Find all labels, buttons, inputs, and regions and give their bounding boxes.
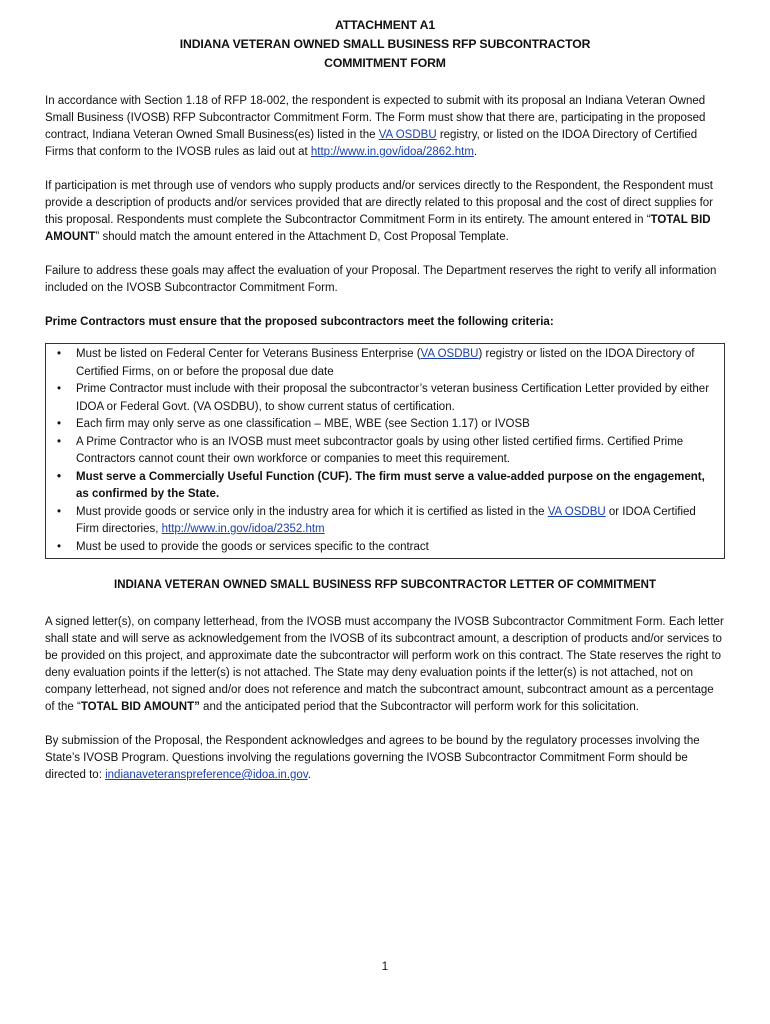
criteria-item-listed	[50, 346, 718, 381]
bullet-icon: •	[56, 470, 62, 483]
letter-of-commitment-heading: INDIANA VETERAN OWNED SMALL BUSINESS RFP SUBCONTRACTOR LETTER OF COMMITMENT	[114, 579, 656, 591]
criteria-item-cuf	[50, 469, 718, 504]
document-title	[45, 16, 725, 73]
criteria-item-text: Prime Contractor must include with their proposal the subcontractor’s veteran business Certification Letter provided by either IDOA or Federal Govt. (VA OSDBU), to show current status of certification.	[76, 383, 710, 413]
total-bid-amount-term: TOTAL BID AMOUNT	[45, 214, 711, 243]
intro-text-middle: registry, or listed on the IDOA Directory of Certified Firms that conform to the IVOSB rules as laid out at	[45, 129, 698, 158]
bullet-icon: •	[56, 435, 62, 448]
criteria-heading: Prime Contractors must ensure that the proposed subcontractors meet the following criteria:	[45, 316, 554, 328]
failure-paragraph: Failure to address these goals may affect the evaluation of your Proposal. The Department reserves the right to verify all information included on the IVOSB Subcontractor Commitment Form.	[45, 265, 717, 294]
bullet-icon: •	[56, 540, 62, 553]
criteria-item-goods-services	[50, 539, 718, 557]
criteria-box	[45, 343, 725, 559]
criteria-item-certification-letter	[50, 381, 718, 416]
ivosb-rules-link[interactable]: http://www.in.gov/idoa/2862.htm	[310, 146, 474, 158]
bullet-icon: •	[56, 418, 62, 430]
criteria-item-classification	[50, 416, 718, 434]
intro-text: In accordance with Section 1.18 of RFP 18-002, the respondent is expected to submit with its proposal an Indiana Veteran Owned Small Business (IVOSB) RFP Subcontractor Commitment Form. The Form must show that there are, participating in the proposed contract, Indiana Veteran Owned Small Business(es) listed in the	[45, 95, 706, 141]
criteria-list	[50, 346, 718, 556]
criteria-item-industry-area	[50, 504, 718, 539]
criteria-item-text: Must serve a Commercially Useful Function (CUF). The firm must serve a value-added purpose on the engagement, as confirmed by the State.	[76, 470, 705, 500]
criteria-item-prime-contractor	[50, 434, 718, 469]
va-osdbu-link[interactable]: VA OSDBU	[420, 348, 479, 360]
participation-paragraph	[45, 178, 725, 246]
criteria-item-text: ) registry or listed on the IDOA Directory of Certified Firms, on or before the proposal due date	[76, 348, 695, 378]
letter-text: A signed letter(s), on company letterhead, from the IVOSB must accompany the IVOSB Subcontractor Commitment Form. Each letter shall state and will serve as acknowledgement from the IVOSB of its subcontract amount, a description of products and/or services to be provided on this project, and approximate date the subcontractor will perform work on this contract. The State reserves the right to deny evaluation points if the letter(s) is not attached. The State may deny evaluation points if the letter(s) is not attached, not on company letterhead, not signed and/or does not reference and match the subcontract amount, subcontract amount as a percentage of the “	[45, 616, 724, 713]
criteria-item-text: A Prime Contractor who is an IVOSB must meet subcontractor goals by using other listed certified firms. Certified Prime Contractors cannot count their own workforce or companies to meet this requirement.	[76, 435, 684, 465]
bullet-icon: •	[56, 383, 62, 395]
letter-paragraph	[45, 614, 725, 716]
title-line-1: ATTACHMENT A1	[334, 18, 436, 32]
intro-text-end: .	[473, 146, 478, 158]
participation-text: If participation is met through use of vendors who supply products and/or services directly to the Respondent, the Respondent must provide a description of products and/or services provided that are directly related to this proposal and the cost of direct supplies for this proposal. Respondents must complete the Subcontractor Commitment Form in its entirety. The amount entered in “	[45, 180, 714, 226]
page-number: 1	[381, 961, 389, 973]
title-line-3: COMMITMENT FORM	[324, 56, 446, 70]
criteria-item-text: Must be listed on Federal Center for Veterans Business Enterprise (	[76, 348, 421, 360]
bullet-icon: •	[56, 348, 62, 360]
criteria-item-text: Must provide goods or service only in the industry area for which it is certified as listed in the	[76, 505, 548, 518]
participation-text-end: ” should match the amount entered in the Attachment D, Cost Proposal Template.	[95, 231, 509, 243]
criteria-item-text: Each firm may only serve as one classification – MBE, WBE (see Section 1.17) or IVOSB	[76, 418, 530, 430]
submission-text-end: .	[307, 769, 311, 781]
title-line-2: INDIANA VETERAN OWNED SMALL BUSINESS RFP SUBCONTRACTOR	[179, 37, 591, 51]
va-osdbu-link[interactable]: VA OSDBU	[547, 505, 606, 518]
criteria-item-text: Must be used to provide the goods or services specific to the contract	[76, 540, 429, 553]
criteria-item-text: or IDOA Certified Firm directories,	[76, 505, 696, 535]
intro-paragraph	[45, 93, 725, 161]
certified-firm-directory-link[interactable]: http://www.in.gov/idoa/2352.htm	[161, 523, 325, 535]
document-page	[45, 16, 725, 784]
total-bid-amount-term: TOTAL BID AMOUNT”	[80, 701, 200, 713]
bullet-icon: •	[56, 505, 62, 518]
contact-email-link[interactable]: indianaveteranspreference@idoa.in.gov	[105, 769, 308, 781]
submission-text: By submission of the Proposal, the Respondent acknowledges and agrees to be bound by the regulatory processes involving the State’s IVOSB Program. Questions involving the regulations governing the IVOSB Subcontractor Commitment Form should be directed to:	[45, 735, 700, 781]
letter-text-end: and the anticipated period that the Subcontractor will perform work for this solicitation.	[199, 701, 639, 713]
va-osdbu-link[interactable]: VA OSDBU	[378, 129, 437, 141]
submission-paragraph	[45, 733, 725, 784]
